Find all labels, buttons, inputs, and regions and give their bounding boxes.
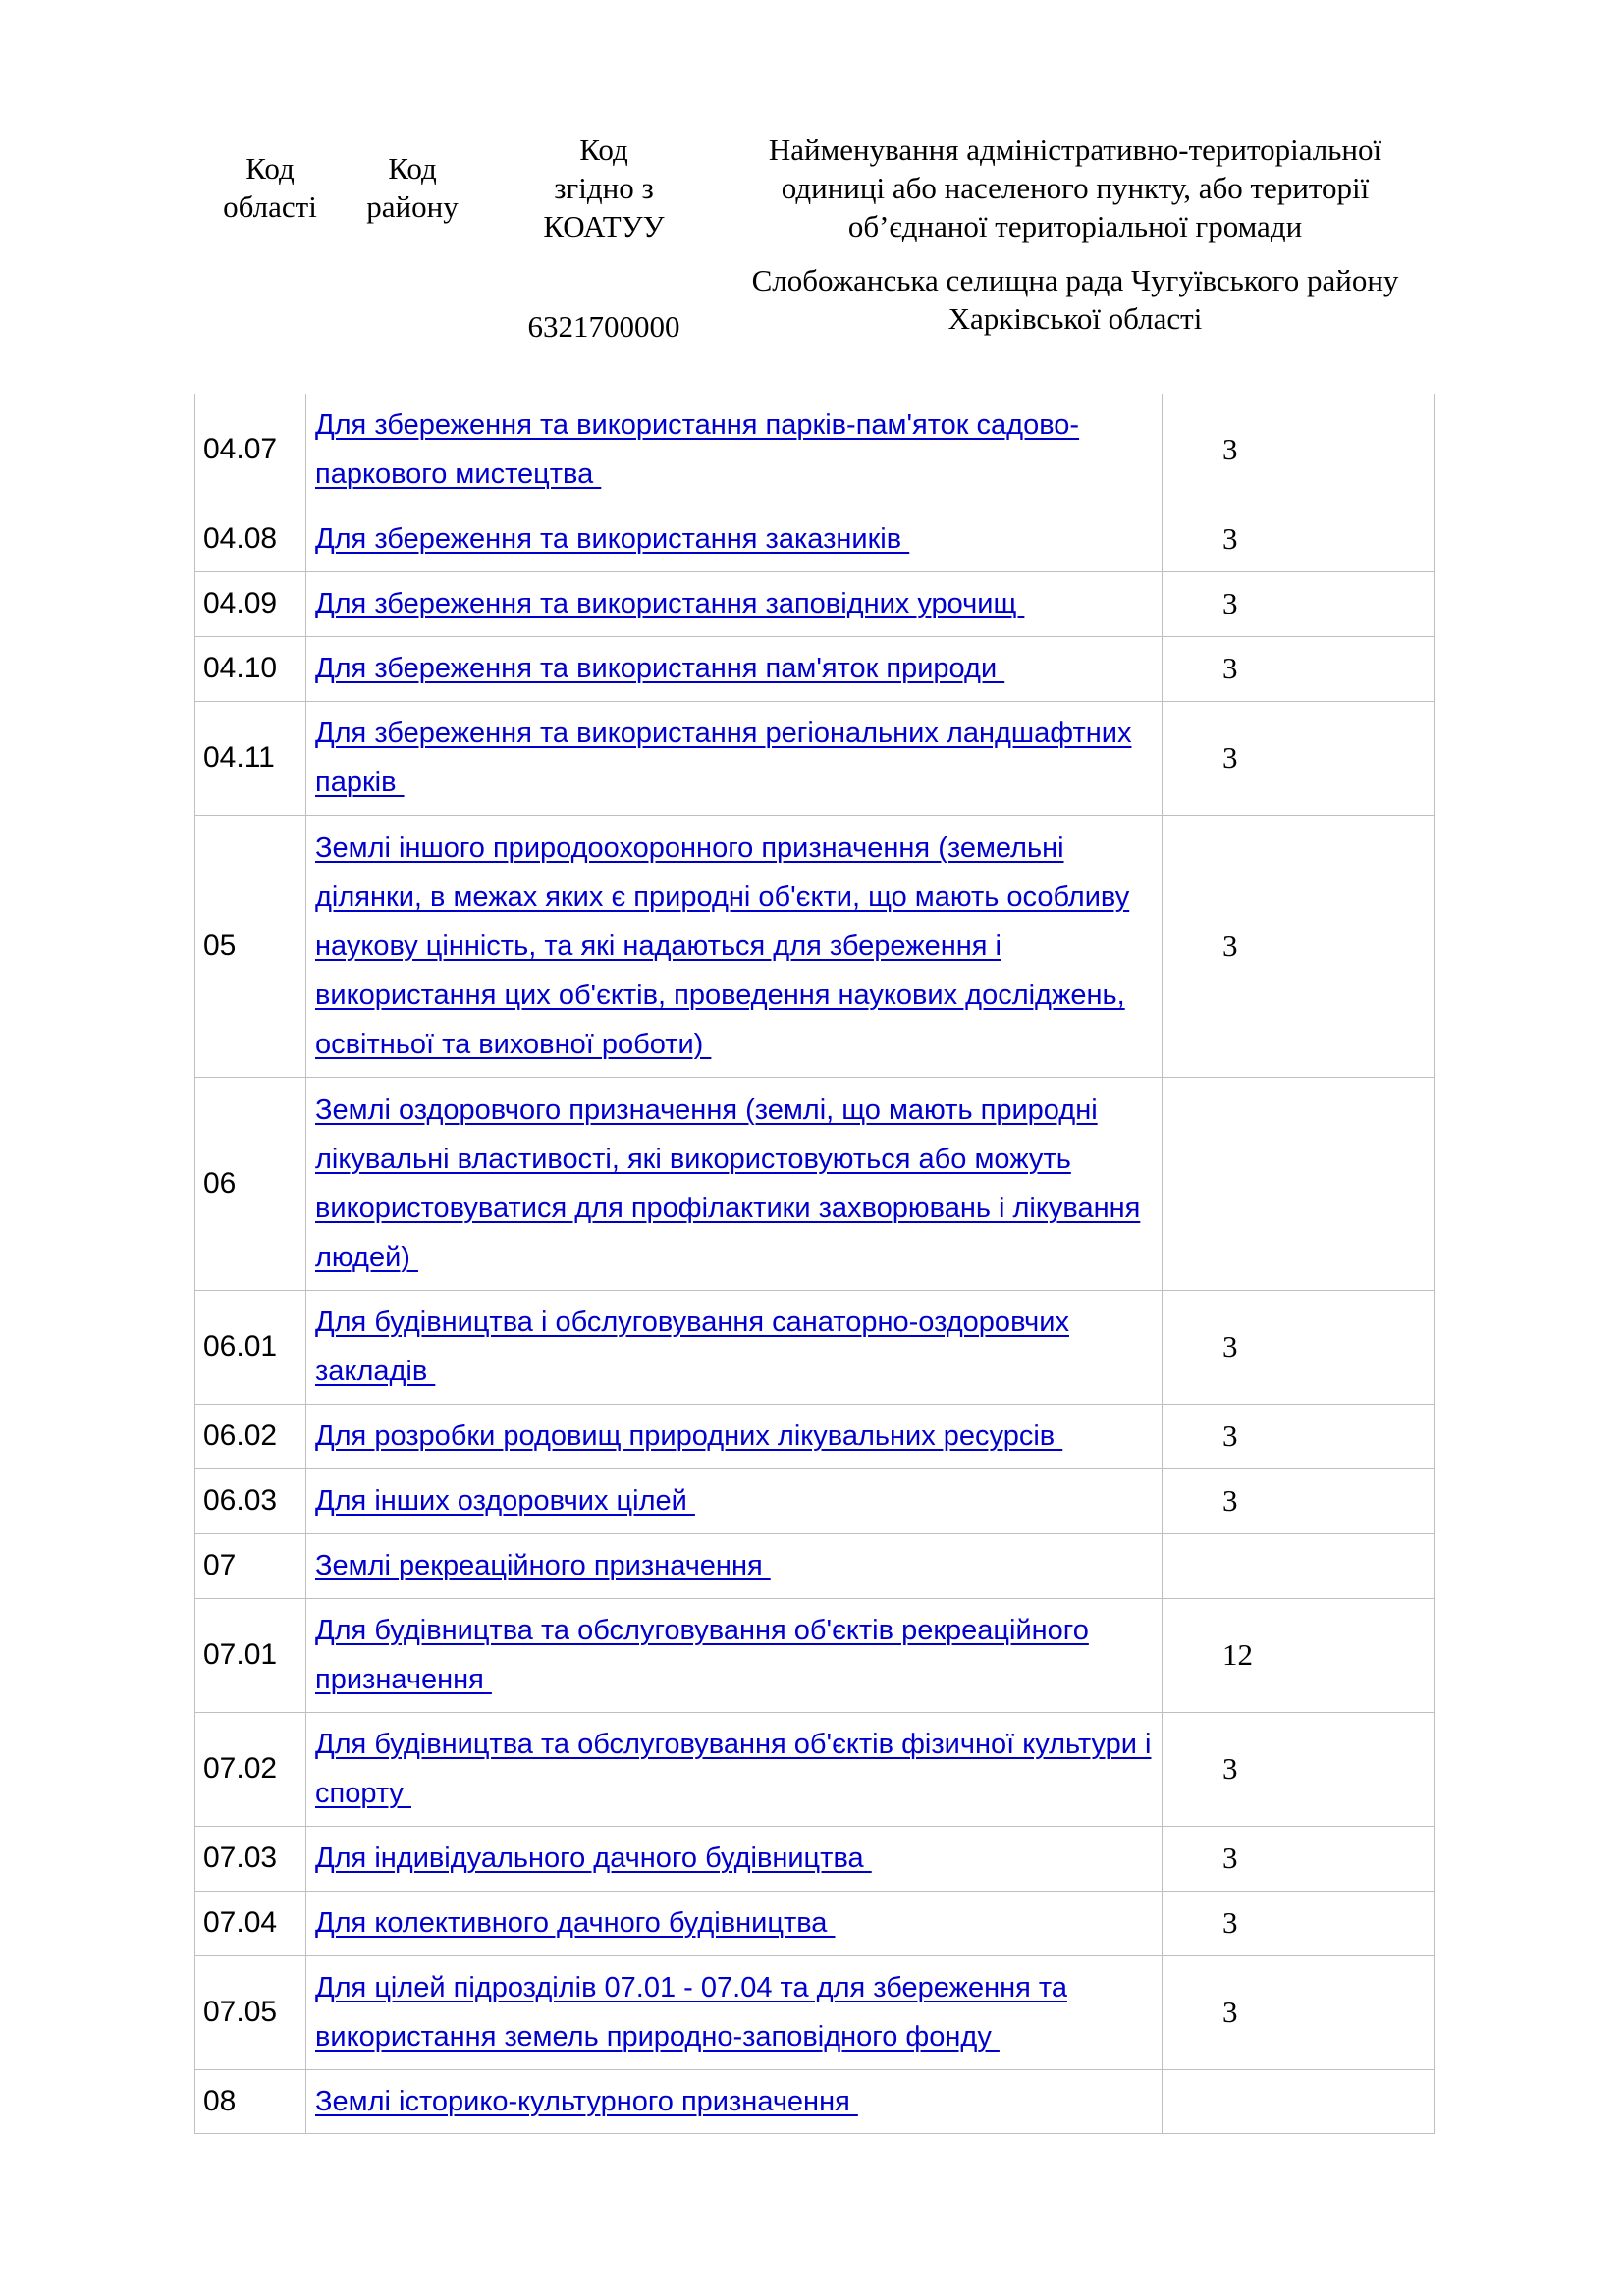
row-code: 06.01 [195,1290,306,1404]
header-district-code-label: Код району [366,151,459,224]
purpose-link[interactable]: Землі історико-культурного призначення [315,2085,858,2117]
row-value: 3 [1163,507,1435,571]
table-row [195,1533,1435,1598]
row-code: 07.01 [195,1598,306,1712]
table-row [195,1598,1435,1712]
table-row [195,701,1435,815]
koatuu-code-value: 6321700000 [527,309,680,344]
row-value: 3 [1163,394,1435,507]
table-row [195,1404,1435,1468]
row-value: 3 [1163,1404,1435,1468]
purpose-link[interactable]: Для будівництва та обслуговування об'єктів рекреаційного призначення [315,1615,1089,1695]
row-value: 12 [1163,1598,1435,1712]
row-value: 3 [1163,815,1435,1077]
purpose-link[interactable]: Для будівництва і обслуговування санаторно-оздоровчих закладів [315,1307,1069,1387]
table-row [195,507,1435,571]
row-code: 04.09 [195,571,306,636]
administrative-unit-name: Слобожанська селищна рада Чугуївського району Харківської області [751,263,1399,336]
row-value [1163,1533,1435,1598]
purpose-link[interactable]: Для інших оздоровчих цілей [315,1485,695,1517]
row-code: 07.04 [195,1891,306,1955]
header-unit-name-label: Найменування адміністративно-територіальної одиниці або населеного пункту, або території об’єднаної територіальної громади [768,133,1382,243]
row-code: 04.10 [195,636,306,701]
table-row [195,571,1435,636]
table-row [195,2069,1435,2133]
row-code: 08 [195,2069,306,2133]
row-code: 05 [195,815,306,1077]
row-code: 04.11 [195,701,306,815]
table-row [195,636,1435,701]
table-row [195,394,1435,507]
row-code: 06.03 [195,1468,306,1533]
purpose-link[interactable]: Для індивідуального дачного будівництва [315,1842,872,1874]
row-value: 3 [1163,1468,1435,1533]
row-code: 04.08 [195,507,306,571]
purpose-link[interactable]: Землі рекреаційного призначення [315,1550,771,1581]
purpose-link[interactable]: Для цілей підрозділів 07.01 - 07.04 та для збереження та використання земель природно-заповідного фонду [315,1972,1067,2053]
row-value: 3 [1163,701,1435,815]
row-code: 06 [195,1077,306,1290]
row-value: 3 [1163,1891,1435,1955]
purpose-link[interactable]: Для збереження та використання пам'яток природи [315,653,1005,684]
table-row [195,1077,1435,1290]
header-koatuu-code-label: Код згідно з КОАТУУ [543,133,665,243]
purpose-link[interactable]: Для збереження та використання заповідних урочищ [315,588,1025,619]
row-value [1163,2069,1435,2133]
table-row [195,1712,1435,1826]
purpose-link[interactable]: Для будівництва та обслуговування об'єктів фізичної культури і спорту [315,1729,1152,1809]
purpose-link[interactable]: Землі іншого природоохоронного призначення (земельні ділянки, в межах яких є природні об'єкти, що мають особливу наукову цінність, та які надаються для збереження і використання цих об'єктів, проведення наукових досліджень, освітньої та виховної роботи) [315,831,1130,1060]
row-code: 07.05 [195,1955,306,2069]
purpose-link[interactable]: Для розробки родовищ природних лікувальних ресурсів [315,1420,1063,1452]
purpose-link[interactable]: Для збереження та використання регіональних ландшафтних парків [315,718,1132,798]
row-value: 3 [1163,1955,1435,2069]
row-code: 07.02 [195,1712,306,1826]
row-code: 07.03 [195,1826,306,1891]
purpose-link[interactable]: Для колективного дачного будівництва [315,1907,836,1939]
header-region-code-label: Код області [223,151,317,224]
row-value [1163,1077,1435,1290]
row-code: 06.02 [195,1404,306,1468]
row-value: 3 [1163,571,1435,636]
purpose-link[interactable]: Для збереження та використання парків-пам'яток садово- паркового мистецтва [315,409,1080,491]
table-row [195,1290,1435,1404]
table-row [195,1891,1435,1955]
table-row [195,1955,1435,2069]
table-row [195,1826,1435,1891]
row-value: 3 [1163,1712,1435,1826]
purpose-link[interactable]: Для збереження та використання заказників [315,523,910,555]
row-value: 3 [1163,1826,1435,1891]
land-purpose-table [194,394,1435,2134]
table-row [195,1468,1435,1533]
row-value: 3 [1163,1290,1435,1404]
purpose-link[interactable]: Землі оздоровчого призначення (землі, що мають природні лікувальні властивості, які використовуються або можуть використовуватися для профілактики захворювань і лікування людей) [315,1094,1141,1273]
row-code: 07 [195,1533,306,1598]
row-value: 3 [1163,636,1435,701]
row-code: 04.07 [195,394,306,507]
table-row [195,815,1435,1077]
